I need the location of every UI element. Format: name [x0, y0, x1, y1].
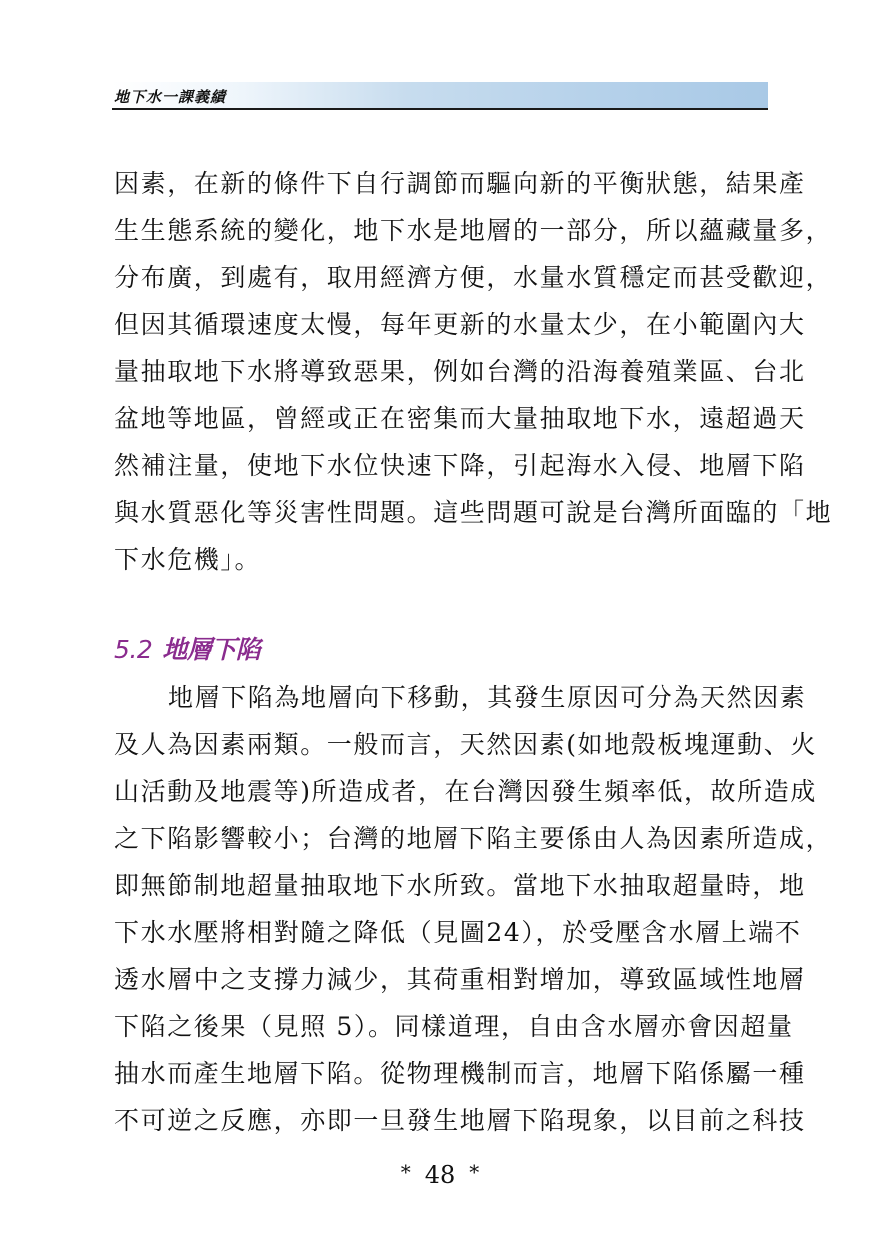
text-line: 分布廣，到處有，取用經濟方便，水量水質穩定而甚受歡迎，: [114, 263, 833, 292]
text-line: 透水層中之支撐力減少，其荷重相對增加，導致區域性地層: [114, 965, 806, 994]
text-line: 下水水壓將相對隨之降低（見圖24），於受壓含水層上端不: [114, 918, 802, 947]
page-footer: [0, 1160, 880, 1189]
text-line: 地層下陷為地層向下移動，其發生原因可分為天然因素: [168, 683, 807, 712]
text-line: 量抽取地下水將導致惡果，例如台灣的沿海養殖業區、台北: [114, 357, 806, 386]
text-line: 抽水而產生地層下陷。從物理機制而言，地層下陷係屬一種: [114, 1059, 806, 1088]
text-line: 因素，在新的條件下自行調節而驅向新的平衡狀態，結果產: [114, 169, 806, 198]
text-line: 盆地等地區，曾經或正在密集而大量抽取地下水，遠超過天: [114, 404, 806, 433]
text-line: 即無節制地超量抽取地下水所致。當地下水抽取超量時，地: [114, 871, 806, 900]
text-line: 下水危機」。: [114, 545, 262, 574]
text-line: 但因其循環速度太慢，每年更新的水量太少，在小範圍內大: [114, 310, 806, 339]
text-line: 與水質惡化等災害性問題。這些問題可說是台灣所面臨的「地: [114, 498, 833, 527]
footer-star-right: *: [469, 1160, 480, 1184]
section-heading: [114, 630, 260, 666]
text-line: 下陷之後果（見照 5）。同樣道理，自由含水層亦會因超量: [114, 1012, 794, 1041]
paragraph-land-subsidence: [114, 674, 833, 1144]
text-line: 之下陷影響較小；台灣的地層下陷主要係由人為因素所造成，: [114, 824, 833, 853]
text-line: 然補注量，使地下水位快速下降，引起海水入侵、地層下陷: [114, 451, 806, 480]
text-line: 及人為因素兩類。一般而言，天然因素(如地殼板塊運動、火: [114, 730, 817, 759]
running-header-title: 地下水一課義績: [114, 88, 227, 106]
footer-star-left: *: [400, 1160, 411, 1184]
section-title: 地層下陷: [162, 635, 261, 664]
paragraph-continuation: [114, 160, 833, 583]
text-line: 不可逆之反應，亦即一旦發生地層下陷現象，以目前之科技: [114, 1106, 806, 1135]
section-number: 5.2: [114, 635, 153, 664]
text-line: 山活動及地震等)所造成者，在台灣因發生頻率低，故所造成: [114, 777, 817, 806]
page-number: 48: [424, 1161, 456, 1189]
header-rule: [112, 108, 768, 110]
text-line: 生生態系統的變化，地下水是地層的一部分，所以蘊藏量多，: [114, 216, 833, 245]
